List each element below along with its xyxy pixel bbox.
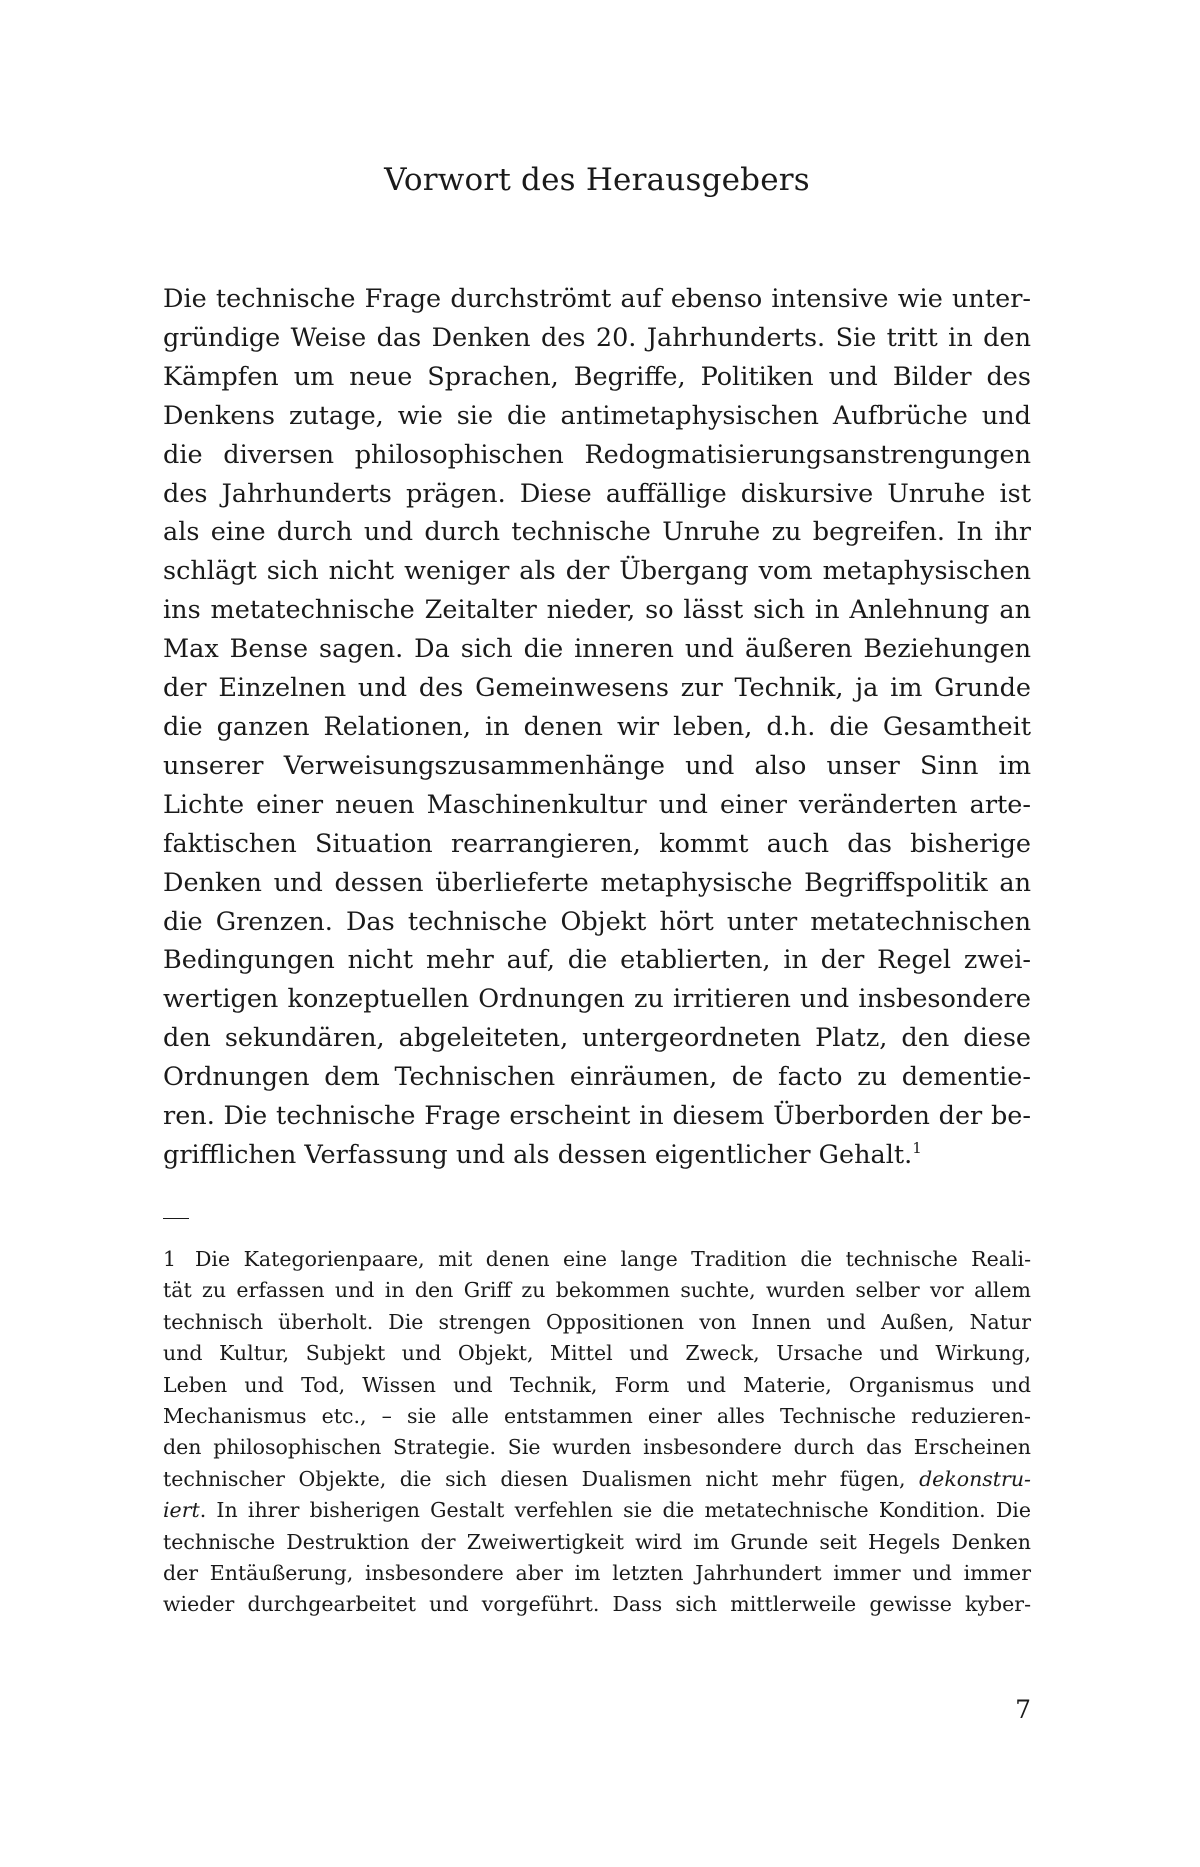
body-line: die Grenzen. Das technische Objekt hört unter metatechnischen — [163, 906, 1031, 937]
body-line: den sekundären, abgeleiteten, untergeordneten Platz, den diese — [163, 1023, 1031, 1054]
body-line: grifflichen Verfassung und als dessen eigentlicher Gehalt.$^1$ — [163, 1138, 922, 1170]
footnote-line: wieder durchgearbeitet und vorgeführt. Dass sich mittlerweile gewisse kyber- — [163, 1592, 1031, 1617]
body-line: Die technische Frage durchströmt auf ebenso intensive wie unter- — [163, 284, 1031, 314]
body-line: wertigen konzeptuellen Ordnungen zu irritieren und insbesondere — [163, 984, 1031, 1015]
body-line: schlägt sich nicht weniger als der Übergang vom metaphysischen — [163, 556, 1031, 587]
footnote-line: den philosophischen Strategie. Sie wurden insbesondere durch das Erscheinen — [163, 1435, 1031, 1460]
footnote-reference[interactable]: 1 — [912, 1138, 922, 1157]
footnote-number: 1 — [163, 1247, 177, 1271]
footnote-line: Leben und Tod, Wissen und Technik, Form und Materie, Organismus und — [163, 1372, 1031, 1397]
footnote-emphasis: iert — [163, 1498, 200, 1523]
footnote-separator — [163, 1218, 189, 1219]
page-number: 7 — [1015, 1695, 1031, 1724]
body-line: Max Bense sagen. Da sich die inneren und äußeren Beziehungen — [163, 634, 1031, 665]
body-line: unserer Verweisungszusammenhänge und also unser Sinn im — [163, 750, 1031, 781]
footnote-line: technisch überholt. Die strengen Oppositionen von Innen und Außen, Natur — [163, 1309, 1031, 1334]
body-line: gründige Weise das Denken des 20. Jahrhunderts. Sie tritt in den — [163, 322, 1031, 353]
body-line: Denkens zutage, wie sie die antimetaphysischen Aufbrüche und — [163, 400, 1031, 431]
body-paragraph — [163, 280, 1031, 1175]
footnote-line: technischer Objekte, die sich diesen Dualismen nicht mehr fügen, dekonstru- — [163, 1466, 1031, 1491]
body-line: der Einzelnen und des Gemeinwesens zur Technik, ja im Grunde — [163, 673, 1031, 704]
body-line: Denken und dessen überlieferte metaphysische Begriffspolitik an — [163, 867, 1031, 898]
footnote-emphasis: dekonstru- — [919, 1466, 1031, 1491]
body-line: als eine durch und durch technische Unruhe zu begreifen. In ihr — [163, 517, 1031, 548]
footnote-line: Mechanismus etc., – sie alle entstammen einer alles Technische reduzieren- — [163, 1404, 1031, 1429]
body-line: die diversen philosophischen Redogmatisierungsanstrengungen — [163, 439, 1031, 470]
body-line: Lichte einer neuen Maschinenkultur und einer veränderten arte- — [163, 789, 1031, 820]
body-line: faktischen Situation rearrangieren, kommt auch das bisherige — [163, 828, 1031, 859]
footnote-line: und Kultur, Subjekt und Objekt, Mittel und Zweck, Ursache und Wirkung, — [163, 1341, 1031, 1366]
body-line: des Jahrhunderts prägen. Diese auffällige diskursive Unruhe ist — [163, 478, 1031, 509]
footnote — [163, 1244, 1031, 1621]
body-line: ins metatechnische Zeitalter nieder, so lässt sich in Anlehnung an — [163, 595, 1031, 626]
body-line: Ordnungen dem Technischen einräumen, de facto zu dementie- — [163, 1062, 1031, 1093]
footnote-line: 1 Die Kategorienpaare, mit denen eine lange Tradition die technische Reali- — [163, 1244, 1031, 1275]
body-line: Bedingungen nicht mehr auf, die etablierten, in der Regel zwei- — [163, 945, 1031, 976]
body-line: Kämpfen um neue Sprachen, Begriffe, Politiken und Bilder des — [163, 361, 1031, 392]
footnote-line: der Entäußerung, insbesondere aber im letzten Jahrhundert immer und immer — [163, 1561, 1031, 1586]
body-line: die ganzen Relationen, in denen wir leben, d.h. die Gesamtheit — [163, 711, 1031, 742]
footnote-line: technische Destruktion der Zweiwertigkeit wird im Grunde seit Hegels Denken — [163, 1529, 1031, 1554]
footnote-line: tät zu erfassen und in den Griff zu bekommen suchte, wurden selber vor allem — [163, 1278, 1031, 1303]
chapter-title: Vorwort des Herausgebers — [384, 162, 810, 198]
footnote-line: iert. In ihrer bisherigen Gestalt verfehlen sie die metatechnische Kondition. Die — [163, 1498, 1031, 1523]
body-line: ren. Die technische Frage erscheint in diesem Überborden der be- — [163, 1101, 1031, 1132]
